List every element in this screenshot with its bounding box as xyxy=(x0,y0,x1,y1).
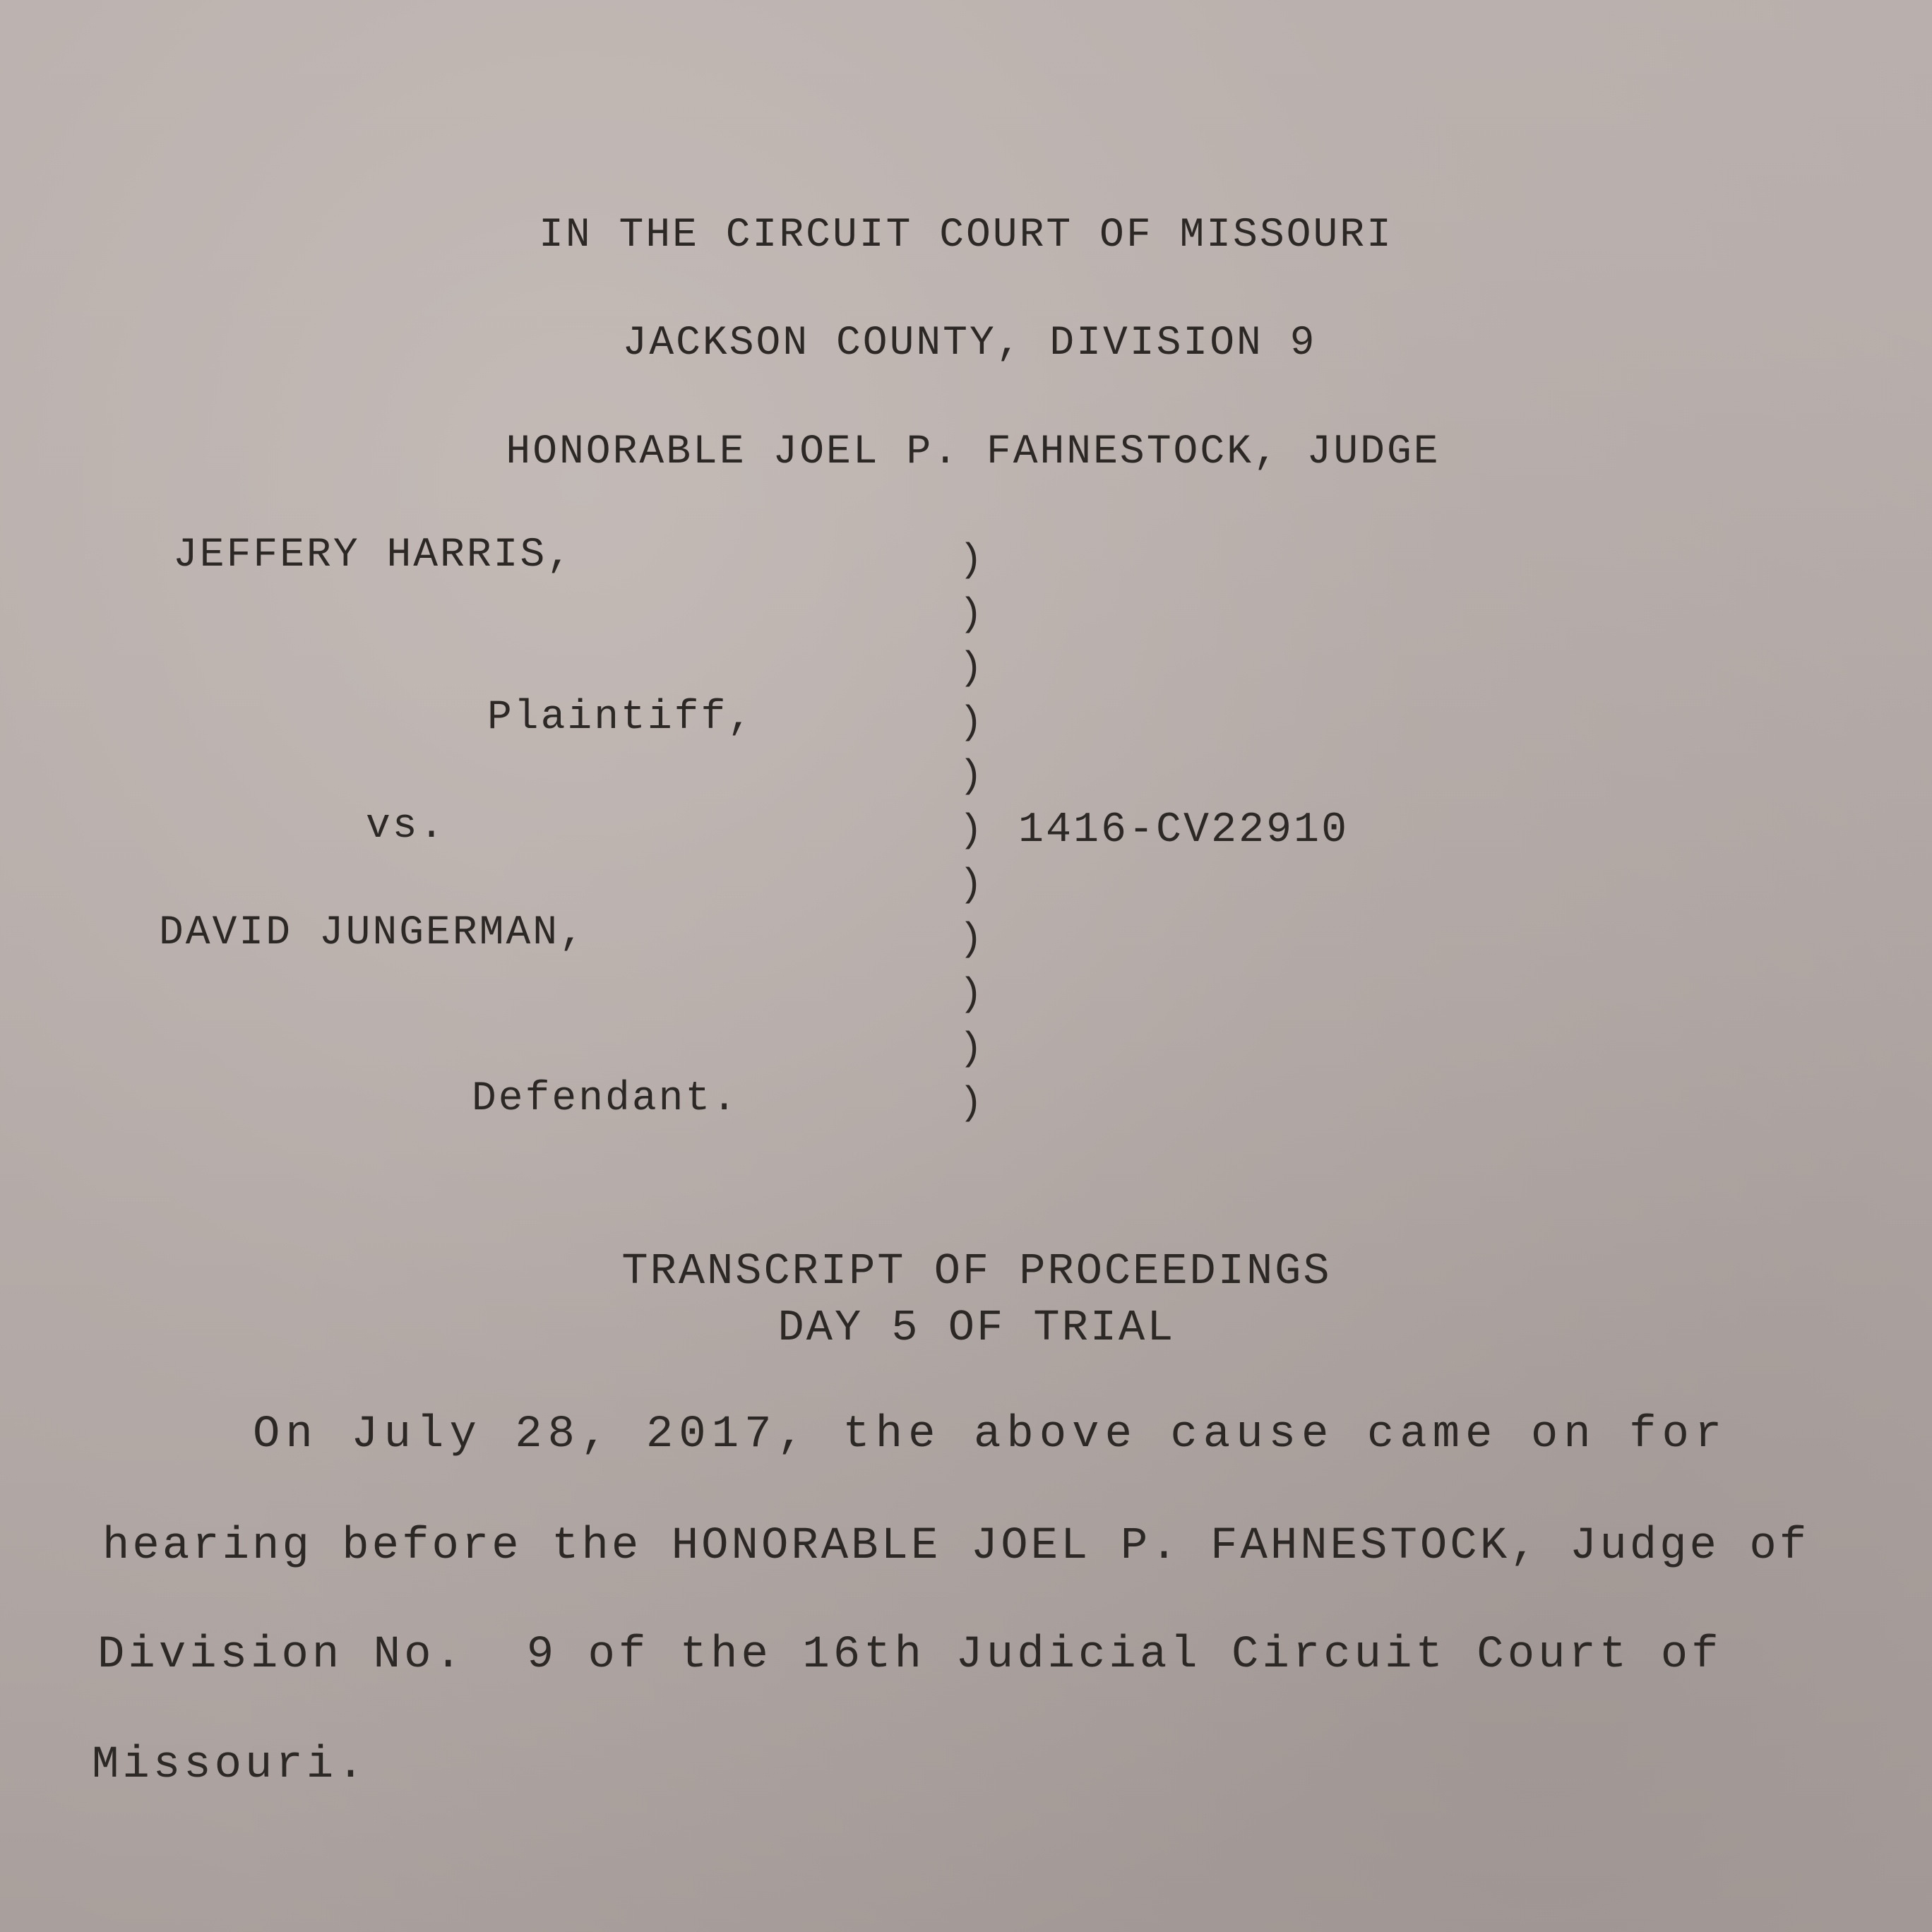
caption-paren: ) xyxy=(959,808,983,853)
defendant-name: DAVID JUNGERMAN, xyxy=(159,910,586,956)
caption-paren: ) xyxy=(959,917,983,962)
defendant-role: Defendant. xyxy=(472,1076,739,1122)
plaintiff-role: Plaintiff, xyxy=(487,695,755,741)
caption-paren: ) xyxy=(959,645,983,691)
versus-label: vs. xyxy=(366,804,446,849)
court-name-heading: IN THE CIRCUIT COURT OF MISSOURI xyxy=(539,213,1393,258)
county-division-heading: JACKSON COUNTY, DIVISION 9 xyxy=(622,321,1317,366)
plaintiff-name: JEFFERY HARRIS, xyxy=(173,532,574,578)
caption-paren: ) xyxy=(959,862,983,907)
caption-paren: ) xyxy=(959,1080,983,1126)
body-line-2: hearing before the HONORABLE JOEL P. FAHNESTOCK, Judge of xyxy=(102,1521,1810,1572)
judge-heading: HONORABLE JOEL P. FAHNESTOCK, JUDGE xyxy=(506,429,1441,475)
caption-paren: ) xyxy=(959,537,983,583)
caption-paren: ) xyxy=(959,1026,983,1071)
body-line-1: On July 28, 2017, the above cause came on for xyxy=(253,1409,1728,1460)
body-line-3: Division No. 9 of the 16th Judicial Circuit Court of xyxy=(97,1630,1722,1681)
caption-paren: ) xyxy=(959,753,983,799)
caption-paren: ) xyxy=(959,592,983,637)
case-number: 1416-CV22910 xyxy=(1018,806,1349,854)
transcript-title: TRANSCRIPT OF PROCEEDINGS xyxy=(621,1246,1332,1296)
caption-paren: ) xyxy=(959,972,983,1017)
trial-day-title: DAY 5 OF TRIAL xyxy=(777,1303,1176,1353)
body-line-4: Missouri. xyxy=(92,1740,368,1791)
caption-paren: ) xyxy=(959,700,983,745)
